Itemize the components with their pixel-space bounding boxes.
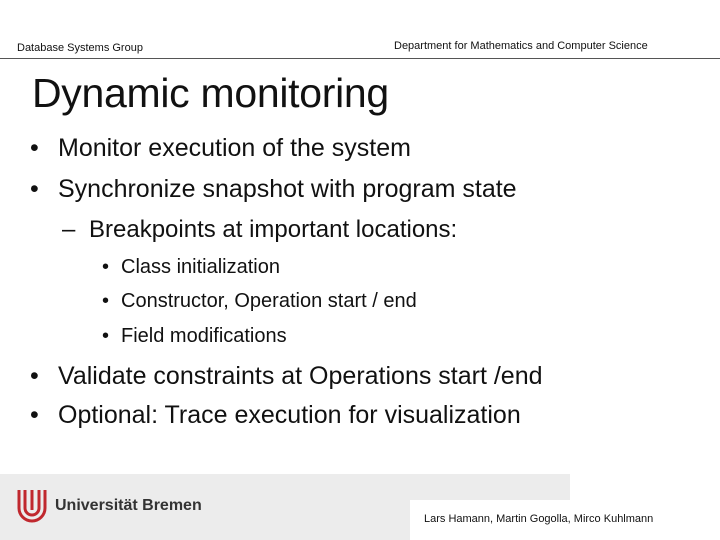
bullet-text: Synchronize snapshot with program state xyxy=(58,175,517,203)
bullet-text: Optional: Trace execution for visualization xyxy=(58,401,521,429)
sub-sub-bullet-item xyxy=(102,323,287,349)
university-name: Universität Bremen xyxy=(55,497,202,514)
sub-sub-bullet-item xyxy=(102,254,280,280)
sub-sub-bullet-text: Class initialization xyxy=(121,256,280,278)
bullet-text: Validate constraints at Operations start /end xyxy=(58,362,543,390)
bullet-icon: • xyxy=(102,325,110,347)
bullet-icon: • xyxy=(30,362,39,390)
bullet-icon: • xyxy=(30,134,39,162)
bullet-item xyxy=(30,133,411,163)
sub-bullet-item xyxy=(62,215,458,245)
bullet-icon: • xyxy=(102,256,110,278)
header-divider xyxy=(0,58,720,59)
authors: Lars Hamann, Martin Gogolla, Mirco Kuhlmann xyxy=(424,513,654,525)
bullet-item xyxy=(30,400,521,430)
sub-sub-bullet-text: Field modifications xyxy=(121,325,287,347)
header-department: Department for Mathematics and Computer Science xyxy=(394,40,648,52)
sub-bullet-text: Breakpoints at important locations: xyxy=(89,216,458,243)
bullet-item xyxy=(30,174,517,204)
dash-icon: – xyxy=(62,216,76,243)
header-group-name: Database Systems Group xyxy=(17,42,143,54)
bullet-icon: • xyxy=(30,175,39,203)
bullet-icon: • xyxy=(30,401,39,429)
sub-sub-bullet-text: Constructor, Operation start / end xyxy=(121,290,417,312)
bullet-item xyxy=(30,361,543,391)
sub-sub-bullet-item xyxy=(102,288,417,314)
bullet-text: Monitor execution of the system xyxy=(58,134,411,162)
university-logo-icon xyxy=(15,488,49,524)
bullet-icon: • xyxy=(102,290,110,312)
slide-title: Dynamic monitoring xyxy=(32,70,389,116)
